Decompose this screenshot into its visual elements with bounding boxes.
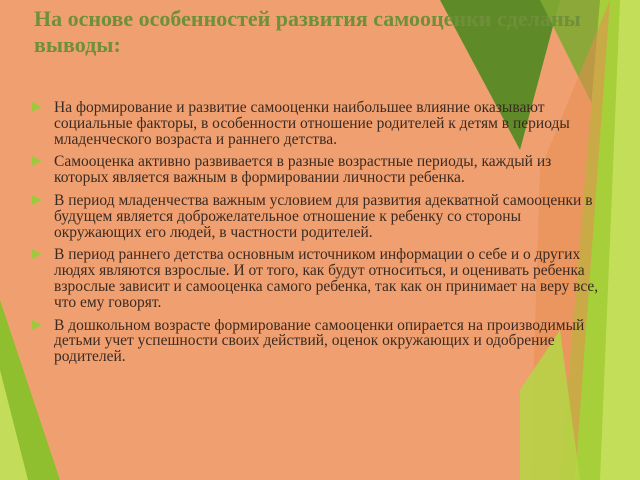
bullet-text: В период младенчества важным условием для развития адекватной самооценки в будущем является доброжелательное отношение к ребенку со стороны окружающих его людей, в частности родителей.	[54, 191, 593, 241]
bullet-text: В дошкольном возрасте формирование самооценки опирается на производимый детьми учет успешности своих действий, оценок окружающих и одобрение родителей.	[54, 316, 585, 366]
slide-title: На основе особенностей развития самооценки сделаны выводы:	[34, 6, 581, 57]
triangle-arrow-icon	[32, 320, 42, 330]
bullet-item	[30, 247, 602, 310]
bullet-item	[30, 318, 602, 365]
bullet-item	[30, 193, 602, 240]
triangle-arrow-icon	[32, 195, 42, 205]
bullet-item	[30, 154, 602, 186]
bullet-text: В период раннего детства основным источником информации о себе и о других людях являются взрослые. И от того, как будут относиться, и оценивать ребенка взрослые зависит и самооценка самого ребенка, так как он принимает на веру все, что ему говорят.	[54, 246, 599, 311]
triangle-arrow-icon	[32, 156, 42, 166]
triangle-arrow-icon	[32, 249, 42, 259]
bullet-item	[30, 100, 602, 147]
bullet-list	[30, 100, 602, 372]
bullet-text: На формирование и развитие самооценки наибольшее влияние оказывают социальные факторы, в особенности отношение родителей к детям в периоды младенческого возраста и раннего детства.	[54, 99, 570, 148]
triangle-arrow-icon	[32, 102, 42, 112]
bullet-text: Самооценка активно развивается в разные возрастные периоды, каждый из которых является важным в формировании личности ребенка.	[54, 153, 552, 187]
